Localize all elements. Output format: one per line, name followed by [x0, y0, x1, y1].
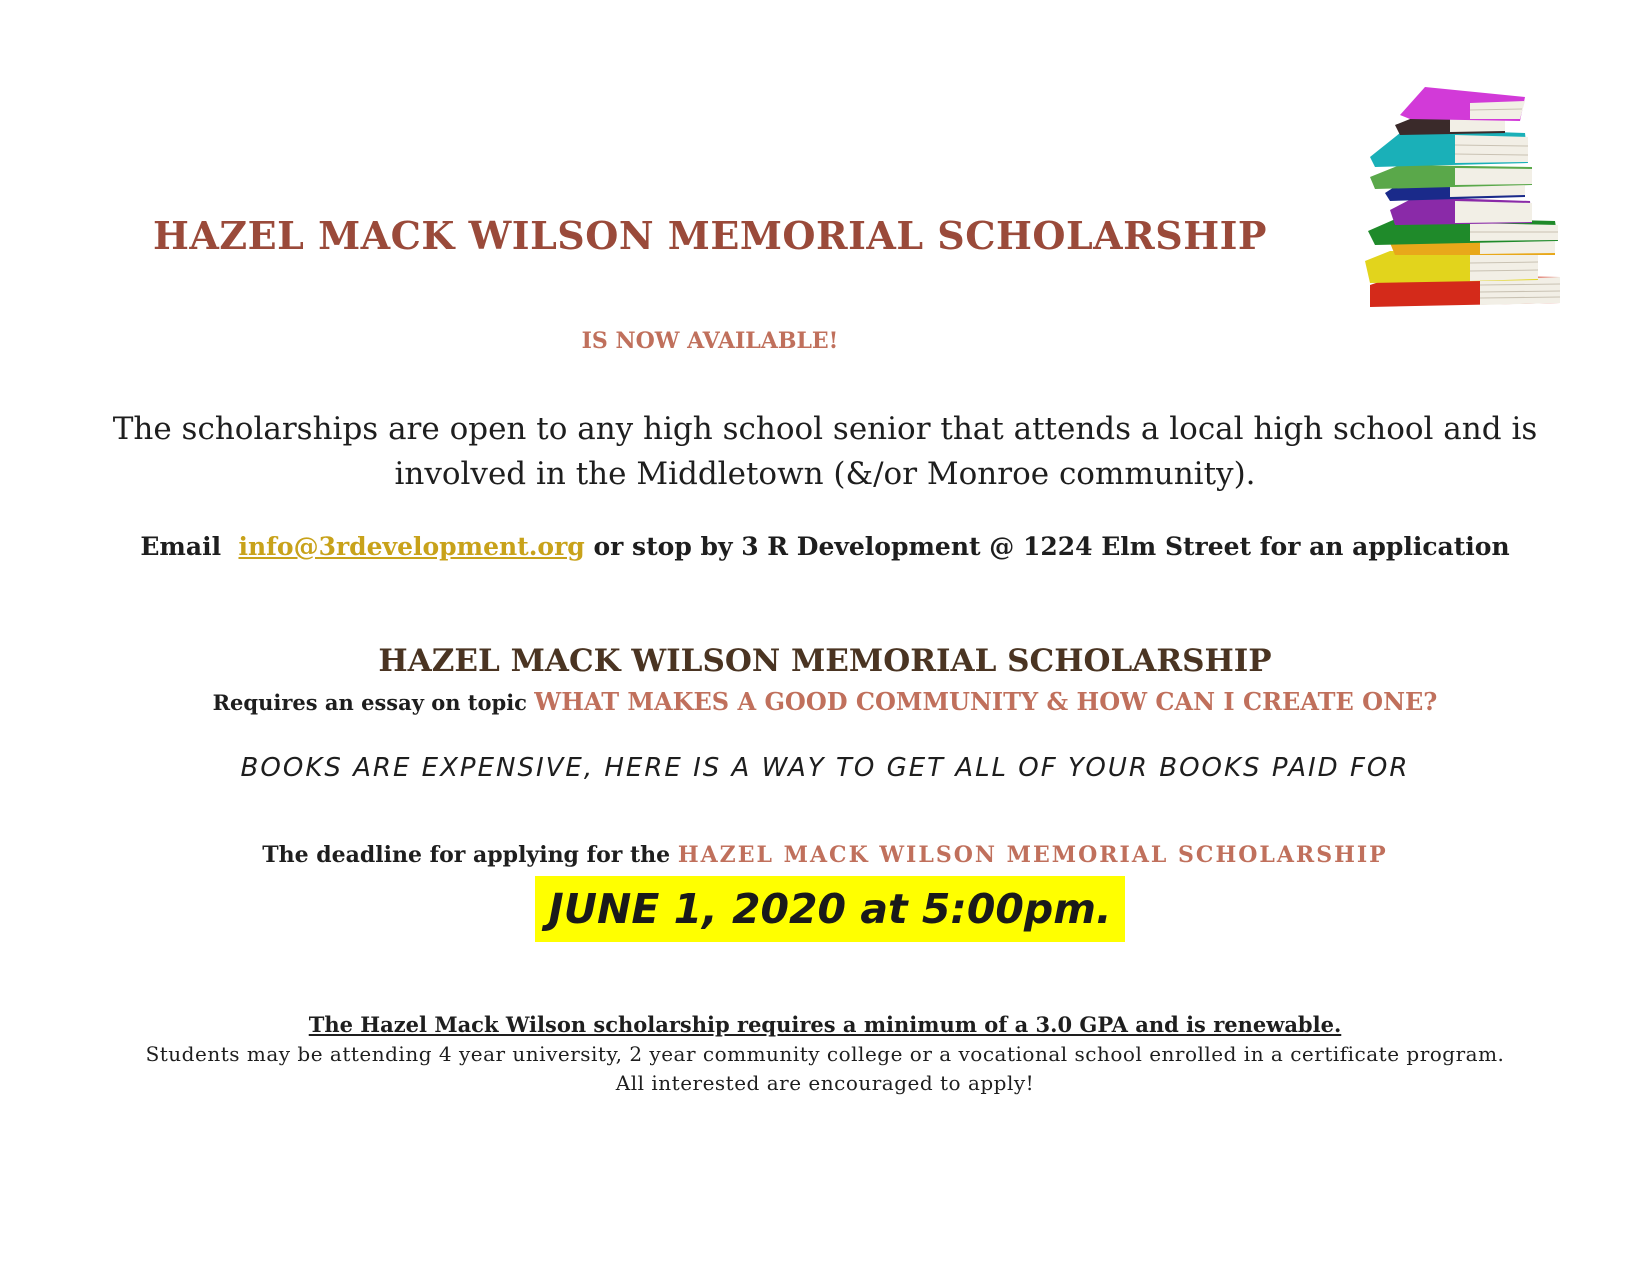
eligible-schools-text: Students may be attending 4 year university, 2 year community college or a vocational school enrolled in a certificate program. [145, 1042, 1505, 1066]
essay-section-title: HAZEL MACK WILSON MEMORIAL SCHOLARSHIP [378, 643, 1272, 679]
eligibility-line-2: involved in the Middletown (&/or Monroe community). [394, 456, 1256, 492]
gpa-requirement: The Hazel Mack Wilson scholarship requires a minimum of a 3.0 GPA and is renewable. [308, 1012, 1342, 1037]
deadline-date: JUNE 1, 2020 at 5:00pm. [548, 885, 1112, 933]
books-paid-line: BOOKS ARE EXPENSIVE, HERE IS A WAY TO GET ALL OF YOUR BOOKS PAID FOR [240, 753, 1410, 783]
book-magenta [1400, 87, 1525, 121]
essay-topic: WHAT MAKES A GOOD COMMUNITY & HOW CAN I CREATE ONE? [534, 687, 1438, 716]
deadline-lead: The deadline for applying for the [262, 842, 671, 868]
eligibility-line-1: The scholarships are open to any high school senior that attends a local high school and is [112, 411, 1538, 447]
book-purple [1390, 197, 1532, 225]
deadline-date-highlight [535, 876, 1125, 942]
page-title: HAZEL MACK WILSON MEMORIAL SCHOLARSHIP [153, 213, 1267, 258]
contact-suffix: or stop by 3 R Development @ 1224 Elm Street for an application [593, 532, 1510, 561]
availability-subtitle: IS NOW AVAILABLE! [581, 328, 839, 354]
book-teal [1370, 129, 1528, 167]
encouragement-text: All interested are encouraged to apply! [615, 1071, 1035, 1095]
book-lightgreen [1370, 165, 1532, 189]
essay-requirement [0, 687, 1650, 716]
deadline-line [0, 842, 1650, 868]
essay-lead: Requires an essay on topic [212, 690, 527, 715]
contact-line [0, 532, 1650, 561]
book-stack-image [1360, 85, 1580, 325]
email-prefix: Email [140, 532, 222, 561]
deadline-scholarship-name: HAZEL MACK WILSON MEMORIAL SCHOLARSHIP [677, 842, 1388, 868]
email-link[interactable]: info@3rdevelopment.org [238, 532, 585, 561]
eligibility-text [80, 407, 1570, 497]
book-yellow [1365, 251, 1538, 283]
